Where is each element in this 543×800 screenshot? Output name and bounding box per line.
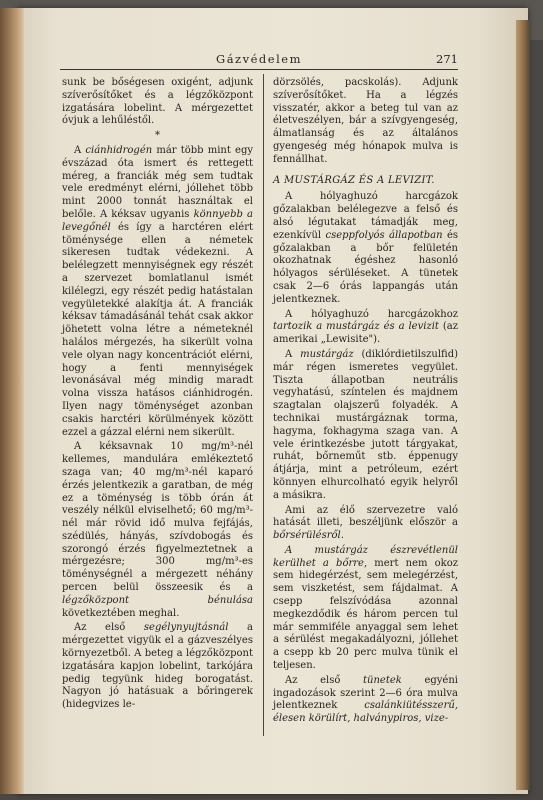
paragraph: sunk be bőségesen oxigént, adjunk szíverősítőket és a légzőközpont izgatására lobelint. A mérgezettet óvjuk a lehűléstől. — [62, 77, 253, 127]
text: (az amerikai „Lewisite"). — [273, 321, 458, 346]
term: tünetek — [363, 674, 402, 686]
text: Ami az élő szervezetre való hatását illeti, beszéljünk először a — [273, 504, 458, 529]
text: és gőzalakban a bőr felületén okozhatnak égéshez hasonló hólyagos sérüléseket. A tünetek csak 2—6 órás lappangás után jelentkeznek. — [273, 229, 458, 305]
text: a mérgezettet vigyük el a gázveszélyes környezetből. A beteg a légzőközpont izgatására kapjon lobelint, tarkójára pedig tegyünk hideg borogatást. Nagyon jó hatásuak a bőringerek (hidegvizes le- — [62, 622, 253, 711]
term: mustárgáz — [300, 348, 354, 360]
term: bőrsérülésről — [273, 530, 341, 542]
paragraph — [273, 309, 458, 347]
text: Az első — [285, 674, 364, 686]
term: csalánkiütésszerű, élesen körülírt, halványpiros, vize- — [273, 700, 458, 725]
term: tartozik a mustárgáz és a levizit — [273, 321, 439, 333]
page-edges — [516, 20, 530, 790]
text: A kéksavnak 10 mg/m³-nél kellemes, mandulára emlékeztető szaga van; 40 mg/m³-nél kaparó érzés jelentkezik a garatban, de még ez a töménység is több órán át veszély nélkül elviselhető; 60 mg/m³-nél már rövid idő mulva fejfájás, szédülés, hányás, szívdobogás és szorongó érzés figyelmeztetnek a mérgezésre; 300 mg/m³-es töménységnél a mérgezett néhány percen belül összeesik és a — [62, 441, 253, 594]
right-column — [273, 77, 458, 728]
paragraph — [273, 505, 458, 543]
page-number: 271 — [436, 52, 458, 66]
text: és így a harctéren elért töménysége ellen a németek sikeresen tudtak védekezni. A belélegzett mennyiségnek egy részét a szervezet bomlatlanul ismét kilélegzi, egy részét pedig hatástalan vegyületekké alakítja át. A franciák kéksav támadásánál tehát csak akkor jöhetett volna létre a németeknél halálos mérgezés, ha sikerült volna vele olyan nagy koncentrációt elérni, hogy a fenti mennyiségek levonásával még mindig maradt volna vissza hatásos ciánhidrogén. Ilyen nagy töménységet azonban csakis harctéri körülmények között ezzel a gázzal elérni nem sikerült. — [62, 221, 253, 438]
text: A hólyaghuzó harcgázok gőzalakban belélegezve a felső és alsó légutakat támadják meg, ezenkívül — [273, 191, 458, 241]
chapter-title: Gázvédelem — [216, 52, 302, 66]
left-column — [62, 77, 253, 714]
text: következtében meghal. — [62, 607, 180, 619]
term: könnyebb a levegőnél — [62, 208, 253, 233]
running-header — [60, 52, 458, 68]
paragraph — [273, 191, 458, 306]
text: egyéni ingadozások szerint 2—6 óra mulva jelentkeznek — [273, 674, 458, 712]
text: A hólyaghuzó harcgázokhoz — [285, 308, 458, 320]
text: , mert nem okoz sem hidegérzést, sem melegérzést, sem viszketést, sem fájdalmat. A csepp felszívódása azonnal megkezdődik és három percen tul már semmiféle anyaggal sem lehet a sérülést megakadályozni, jóllehet a csepp kb 20 perc mulva tünik el teljesen. — [273, 557, 459, 672]
column-divider — [263, 74, 264, 736]
term: segélynyujtásnál — [143, 622, 229, 634]
term: A mustárgáz észrevétlenül kerülhet a bőrre — [273, 544, 458, 569]
paragraph — [62, 441, 253, 620]
text: (diklórdietilszulfid) már régen ismeretes vegyület. Tiszta állapotban neutrális vegyhatású, színtelen és majdnem szagtalan olajszerű folyadék. A technikai mustárgáznak torma, hagyma, fokhagyma szaga van. A vele érintkezésbe jutott tárgyakat, ruhát, bőrneműt stb. éppenugy átjárja, mint a petróleum, ezért könnyen elhurcolható egyik helyről a másikra. — [273, 348, 459, 501]
text: A — [74, 144, 86, 156]
term: légzőközpont bénulása — [62, 594, 253, 606]
term: cseppfolyós állapotban — [325, 229, 443, 241]
text: . — [340, 530, 344, 542]
paragraph — [273, 545, 458, 673]
paragraph — [62, 622, 253, 712]
text: A — [285, 348, 301, 360]
paragraph — [273, 675, 458, 726]
paragraph — [273, 349, 458, 503]
text: Az első — [74, 622, 144, 634]
paragraph: dörzsölés, pacskolás). Adjunk szíverősítőket. Ha a légzés visszatér, akkor a beteg tul van az életveszélyen, bár a szívgyengeség, álmatlanság és az általános gyengeség még hónapok mulva is fennállhat. — [273, 77, 458, 165]
header-rule — [60, 69, 458, 70]
term: ciánhidrogén — [85, 144, 153, 156]
section-separator: * — [155, 130, 160, 142]
text: már több mint egy évszázad óta ismert és rettegett méreg, a franciák még sem tudtak vele eredményt elérni, jóllehet több mint 2000 tonnát használtak el belőle. A kéksav ugyanis — [62, 144, 254, 220]
section-heading: A MUSTÁRGÁZ ÉS A LEVIZIT. — [273, 174, 435, 186]
book-binding — [0, 8, 24, 794]
paragraph — [62, 145, 253, 439]
